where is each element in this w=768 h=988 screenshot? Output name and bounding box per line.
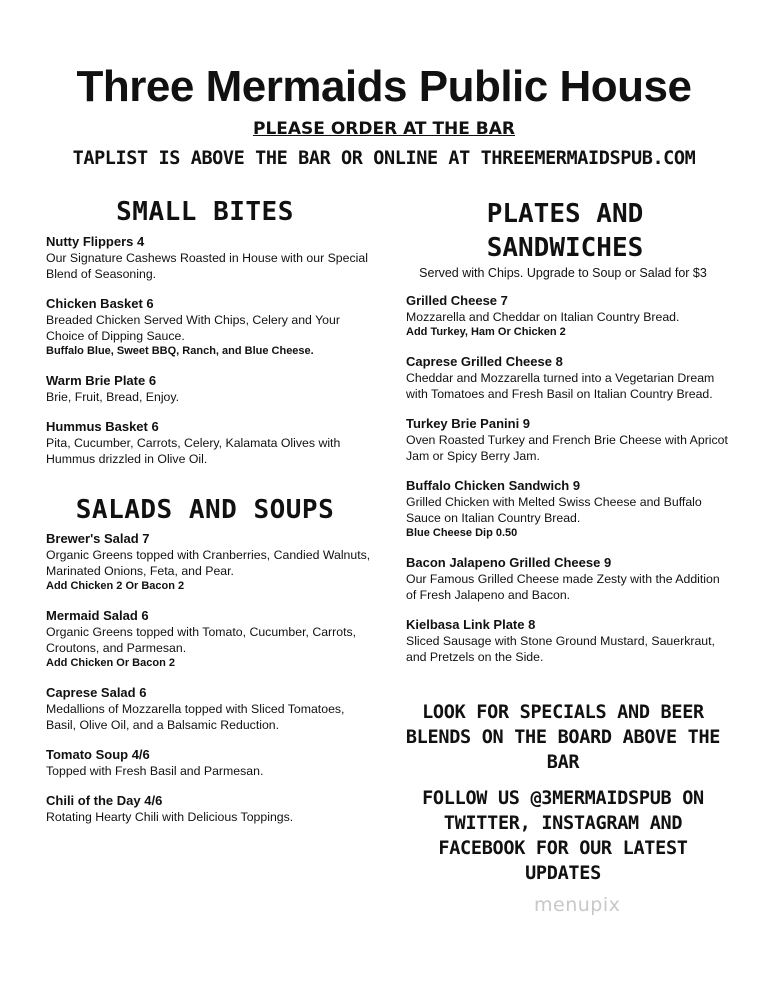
- item-name: Nutty Flippers 4: [46, 234, 145, 249]
- item-description: Our Famous Grilled Cheese made Zesty with the Addition of Fresh Jalapeno and Bacon.: [406, 572, 720, 602]
- item-description: Rotating Hearty Chili with Delicious Toppings.: [46, 810, 294, 824]
- item-extra: Add Chicken 2 Or Bacon 2: [46, 580, 185, 592]
- menu-item: [406, 292, 731, 340]
- item-name: Brewer's Salad 7: [46, 531, 150, 546]
- item-extra: Add Chicken Or Bacon 2: [46, 657, 175, 669]
- plates-heading-line-2: SANDWICHES: [486, 233, 644, 263]
- item-name: Chicken Basket 6: [46, 296, 154, 311]
- menu-item: [46, 372, 371, 405]
- item-name: Buffalo Chicken Sandwich 9: [406, 478, 581, 493]
- order-note: PLEASE ORDER AT THE BAR: [252, 119, 516, 139]
- menu-item: [46, 530, 371, 594]
- item-description: Organic Greens topped with Cranberries, Candied Walnuts, Marinated Onions, Feta, and Pear.: [46, 548, 371, 578]
- menu-item: [46, 684, 371, 733]
- menu-item: [406, 415, 731, 464]
- item-extra: Add Turkey, Ham Or Chicken 2: [406, 326, 566, 338]
- item-description: Oven Roasted Turkey and French Brie Cheese with Apricot Jam or Spicy Berry Jam.: [406, 433, 728, 463]
- item-name: Tomato Soup 4/6: [46, 747, 150, 762]
- plates-section: [406, 292, 731, 678]
- menu-item: [46, 792, 371, 825]
- item-description: Cheddar and Mozzarella turned into a Vegetarian Dream with Tomatoes and Fresh Basil on Italian Country Bread.: [406, 371, 715, 401]
- plates-heading-line-1: PLATES AND: [486, 199, 644, 229]
- item-description: Medallions of Mozzarella topped with Sliced Tomatoes, Basil, Olive Oil, and a Balsamic Reduction.: [46, 702, 345, 732]
- item-name: Turkey Brie Panini 9: [406, 416, 531, 431]
- menu-item: [46, 418, 371, 467]
- item-name: Hummus Basket 6: [46, 419, 159, 434]
- item-description: Mozzarella and Cheddar on Italian Country Bread.: [406, 310, 680, 324]
- item-description: Brie, Fruit, Bread, Enjoy.: [46, 390, 180, 404]
- item-description: Topped with Fresh Basil and Parmesan.: [46, 764, 264, 778]
- page-title: Three Mermaids Public House: [76, 62, 692, 111]
- item-description: Grilled Chicken with Melted Swiss Cheese and Buffalo Sauce on Italian Country Bread.: [406, 495, 702, 525]
- menu-item: [46, 607, 371, 671]
- item-extra: Buffalo Blue, Sweet BBQ, Ranch, and Blue Cheese.: [46, 345, 314, 357]
- small-bites-heading: SMALL BITES: [116, 197, 294, 227]
- item-name: Grilled Cheese 7: [406, 293, 508, 308]
- item-name: Bacon Jalapeno Grilled Cheese 9: [406, 555, 612, 570]
- menu-item: [406, 616, 731, 665]
- item-description: Sliced Sausage with Stone Ground Mustard, Sauerkraut, and Pretzels on the Side.: [406, 634, 715, 664]
- small-bites-section: [46, 233, 371, 480]
- item-description: Our Signature Cashews Roasted in House with our Special Blend of Seasoning.: [46, 251, 368, 281]
- item-name: Chili of the Day 4/6: [46, 793, 163, 808]
- plates-note: Served with Chips. Upgrade to Soup or Salad for $3: [419, 266, 707, 280]
- salads-soups-section: [46, 530, 371, 838]
- item-name: Mermaid Salad 6: [46, 608, 149, 623]
- item-description: Pita, Cucumber, Carrots, Celery, Kalamata Olives with Hummus drizzled in Olive Oil.: [46, 436, 341, 466]
- item-description: Organic Greens topped with Tomato, Cucumber, Carrots, Croutons, and Parmesan.: [46, 625, 357, 655]
- salads-soups-heading: SALADS AND SOUPS: [75, 495, 335, 525]
- item-name: Kielbasa Link Plate 8: [406, 617, 536, 632]
- menu-item: [406, 554, 731, 603]
- menu-item: [406, 353, 731, 402]
- taplist-note: TAPLIST IS ABOVE THE BAR OR ONLINE AT THREEMERMAIDSPUB.COM: [72, 148, 696, 169]
- watermark: menupix: [534, 894, 621, 916]
- item-extra: Blue Cheese Dip 0.50: [406, 527, 518, 539]
- follow-note: FOLLOW US @3MERMAIDSPUB ON TWITTER, INSTAGRAM AND FACEBOOK FOR OUR LATEST UPDATES: [422, 788, 704, 884]
- menu-item: [46, 746, 371, 779]
- plates-heading: [405, 197, 725, 265]
- item-description: Breaded Chicken Served With Chips, Celery and Your Choice of Dipping Sauce.: [46, 313, 340, 343]
- menu-item: [406, 477, 731, 541]
- item-name: Caprese Salad 6: [46, 685, 147, 700]
- item-name: Warm Brie Plate 6: [46, 373, 157, 388]
- specials-note: LOOK FOR SPECIALS AND BEER BLENDS ON THE BOARD ABOVE THE BAR: [405, 702, 721, 773]
- item-name: Caprese Grilled Cheese 8: [406, 354, 563, 369]
- menu-item: [46, 295, 371, 359]
- menu-item: [46, 233, 371, 282]
